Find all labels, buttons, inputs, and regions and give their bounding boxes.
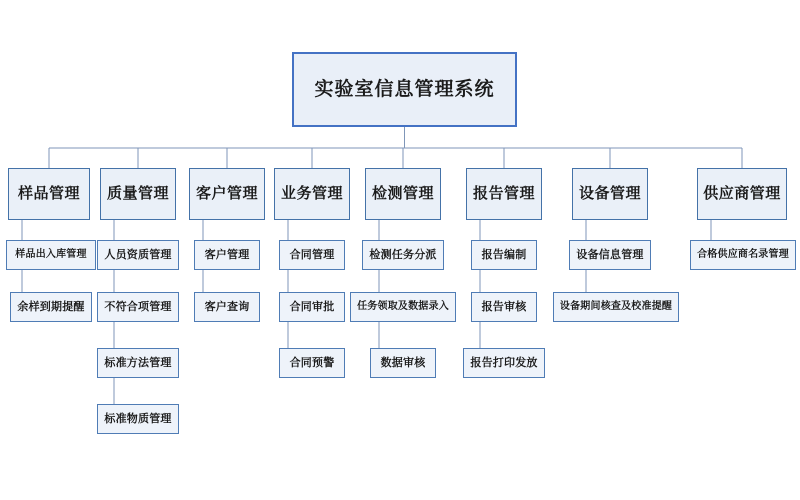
leaf-node-1-2: 余样到期提醒 xyxy=(10,292,92,322)
leaf-node-2-3: 标准方法管理 xyxy=(97,348,179,378)
leaf-node-8-1: 合格供应商名录管理 xyxy=(690,240,796,270)
leaf-node-6-3: 报告打印发放 xyxy=(463,348,545,378)
branch-node-5: 检测管理 xyxy=(365,168,441,220)
leaf-node-5-1: 检测任务分派 xyxy=(362,240,444,270)
branch-node-8: 供应商管理 xyxy=(697,168,787,220)
branch-node-7: 设备管理 xyxy=(572,168,648,220)
branch-node-6: 报告管理 xyxy=(466,168,542,220)
leaf-node-1-1: 样品出入库管理 xyxy=(6,240,96,270)
root-node: 实验室信息管理系统 xyxy=(292,52,517,127)
leaf-node-6-1: 报告编制 xyxy=(471,240,537,270)
leaf-node-4-3: 合同预警 xyxy=(279,348,345,378)
branch-node-4: 业务管理 xyxy=(274,168,350,220)
leaf-node-7-2: 设备期间核查及校准提醒 xyxy=(553,292,679,322)
branch-node-3: 客户管理 xyxy=(189,168,265,220)
leaf-node-6-2: 报告审核 xyxy=(471,292,537,322)
branch-node-1: 样品管理 xyxy=(8,168,90,220)
leaf-node-2-1: 人员资质管理 xyxy=(97,240,179,270)
leaf-node-4-2: 合同审批 xyxy=(279,292,345,322)
leaf-node-7-1: 设备信息管理 xyxy=(569,240,651,270)
leaf-node-5-2: 任务领取及数据录入 xyxy=(350,292,456,322)
branch-node-2: 质量管理 xyxy=(100,168,176,220)
leaf-node-5-3: 数据审核 xyxy=(370,348,436,378)
leaf-node-2-2: 不符合项管理 xyxy=(97,292,179,322)
leaf-node-3-2: 客户查询 xyxy=(194,292,260,322)
leaf-node-2-4: 标准物质管理 xyxy=(97,404,179,434)
leaf-node-4-1: 合同管理 xyxy=(279,240,345,270)
leaf-node-3-1: 客户管理 xyxy=(194,240,260,270)
